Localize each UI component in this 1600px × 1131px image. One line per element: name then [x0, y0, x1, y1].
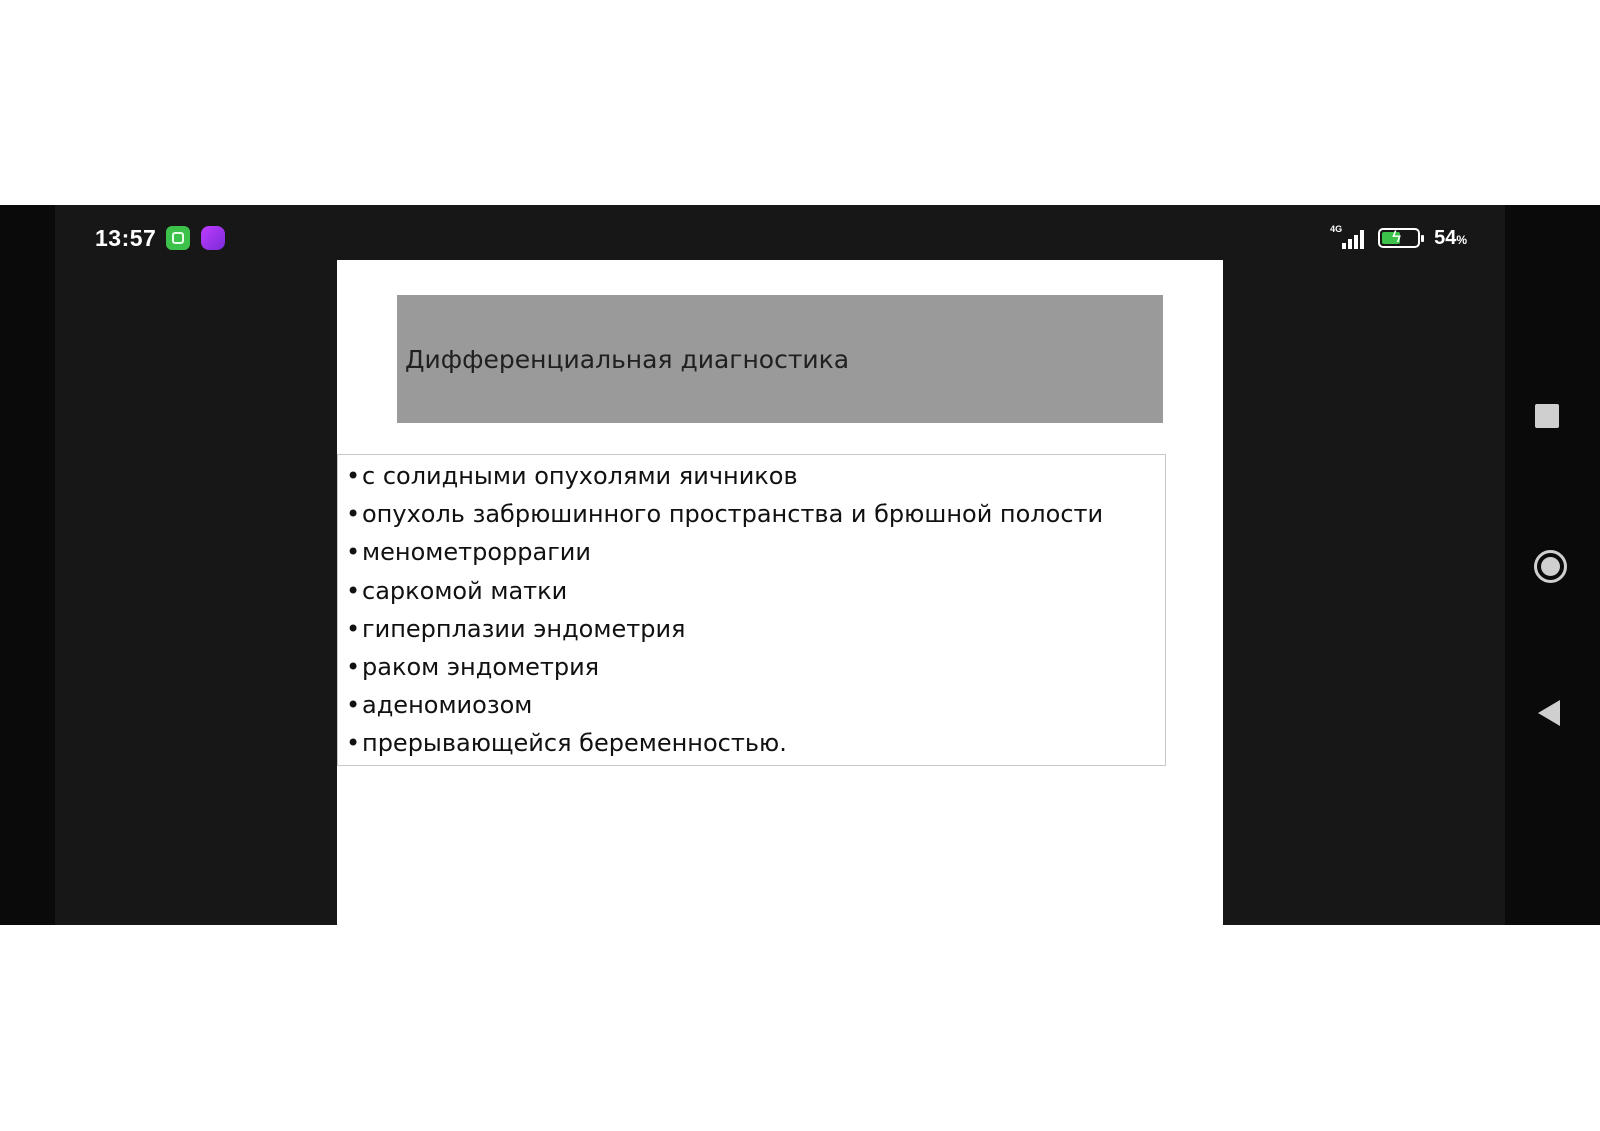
- status-time: 13:57: [95, 225, 157, 251]
- bullet-item: [346, 457, 1165, 495]
- bullet-dot: •: [346, 691, 361, 720]
- bullet-text: прерывающейся беременностью.: [362, 729, 787, 758]
- presentation-slide: [337, 260, 1223, 925]
- bullet-text: аденомиозом: [362, 691, 533, 720]
- slide-title: Дифференциальная диагностика: [405, 344, 850, 374]
- bullet-text: раком эндометрия: [362, 653, 600, 682]
- bullet-dot: •: [346, 614, 361, 643]
- bullet-item: [346, 686, 1165, 724]
- battery-charging-icon: [1378, 228, 1420, 248]
- home-button[interactable]: [1534, 550, 1567, 583]
- bullet-text: менометроррагии: [362, 538, 591, 567]
- phone-screen: [0, 205, 1600, 925]
- bullet-item: [346, 724, 1165, 762]
- bullet-dot: •: [346, 729, 361, 758]
- bullet-dot: •: [346, 538, 361, 567]
- back-button[interactable]: [1538, 700, 1560, 726]
- bullet-item: [346, 495, 1165, 533]
- bullet-item: [346, 572, 1165, 610]
- bullet-item: [346, 610, 1165, 648]
- network-type: 4G: [1330, 224, 1343, 234]
- battery-percentage: 54%: [1434, 226, 1467, 249]
- bullet-dot: •: [346, 500, 361, 529]
- recents-button[interactable]: [1535, 404, 1559, 428]
- status-indicators: [1328, 223, 1467, 253]
- bullet-dot: •: [346, 576, 361, 605]
- slide-title-box: [397, 295, 1163, 423]
- bullet-list: [346, 457, 1165, 763]
- bullet-dot: •: [346, 653, 361, 682]
- charging-bolt-icon: ϟ: [1392, 227, 1402, 246]
- bullet-item: [346, 533, 1165, 571]
- slide-content-box: [337, 454, 1166, 766]
- bullet-text: с солидными опухолями яичников: [362, 462, 798, 490]
- bullet-dot: •: [346, 462, 361, 490]
- bullet-item: [346, 648, 1165, 686]
- bullet-text: опухоль забрюшинного пространства и брюшной полости: [362, 500, 1104, 529]
- purple-app-icon: [201, 226, 225, 250]
- android-assistant-icon: [166, 226, 190, 250]
- bullet-text: саркомой матки: [362, 576, 568, 605]
- bullet-text: гиперплазии эндометрия: [362, 614, 686, 643]
- signal-icon: [1328, 225, 1368, 251]
